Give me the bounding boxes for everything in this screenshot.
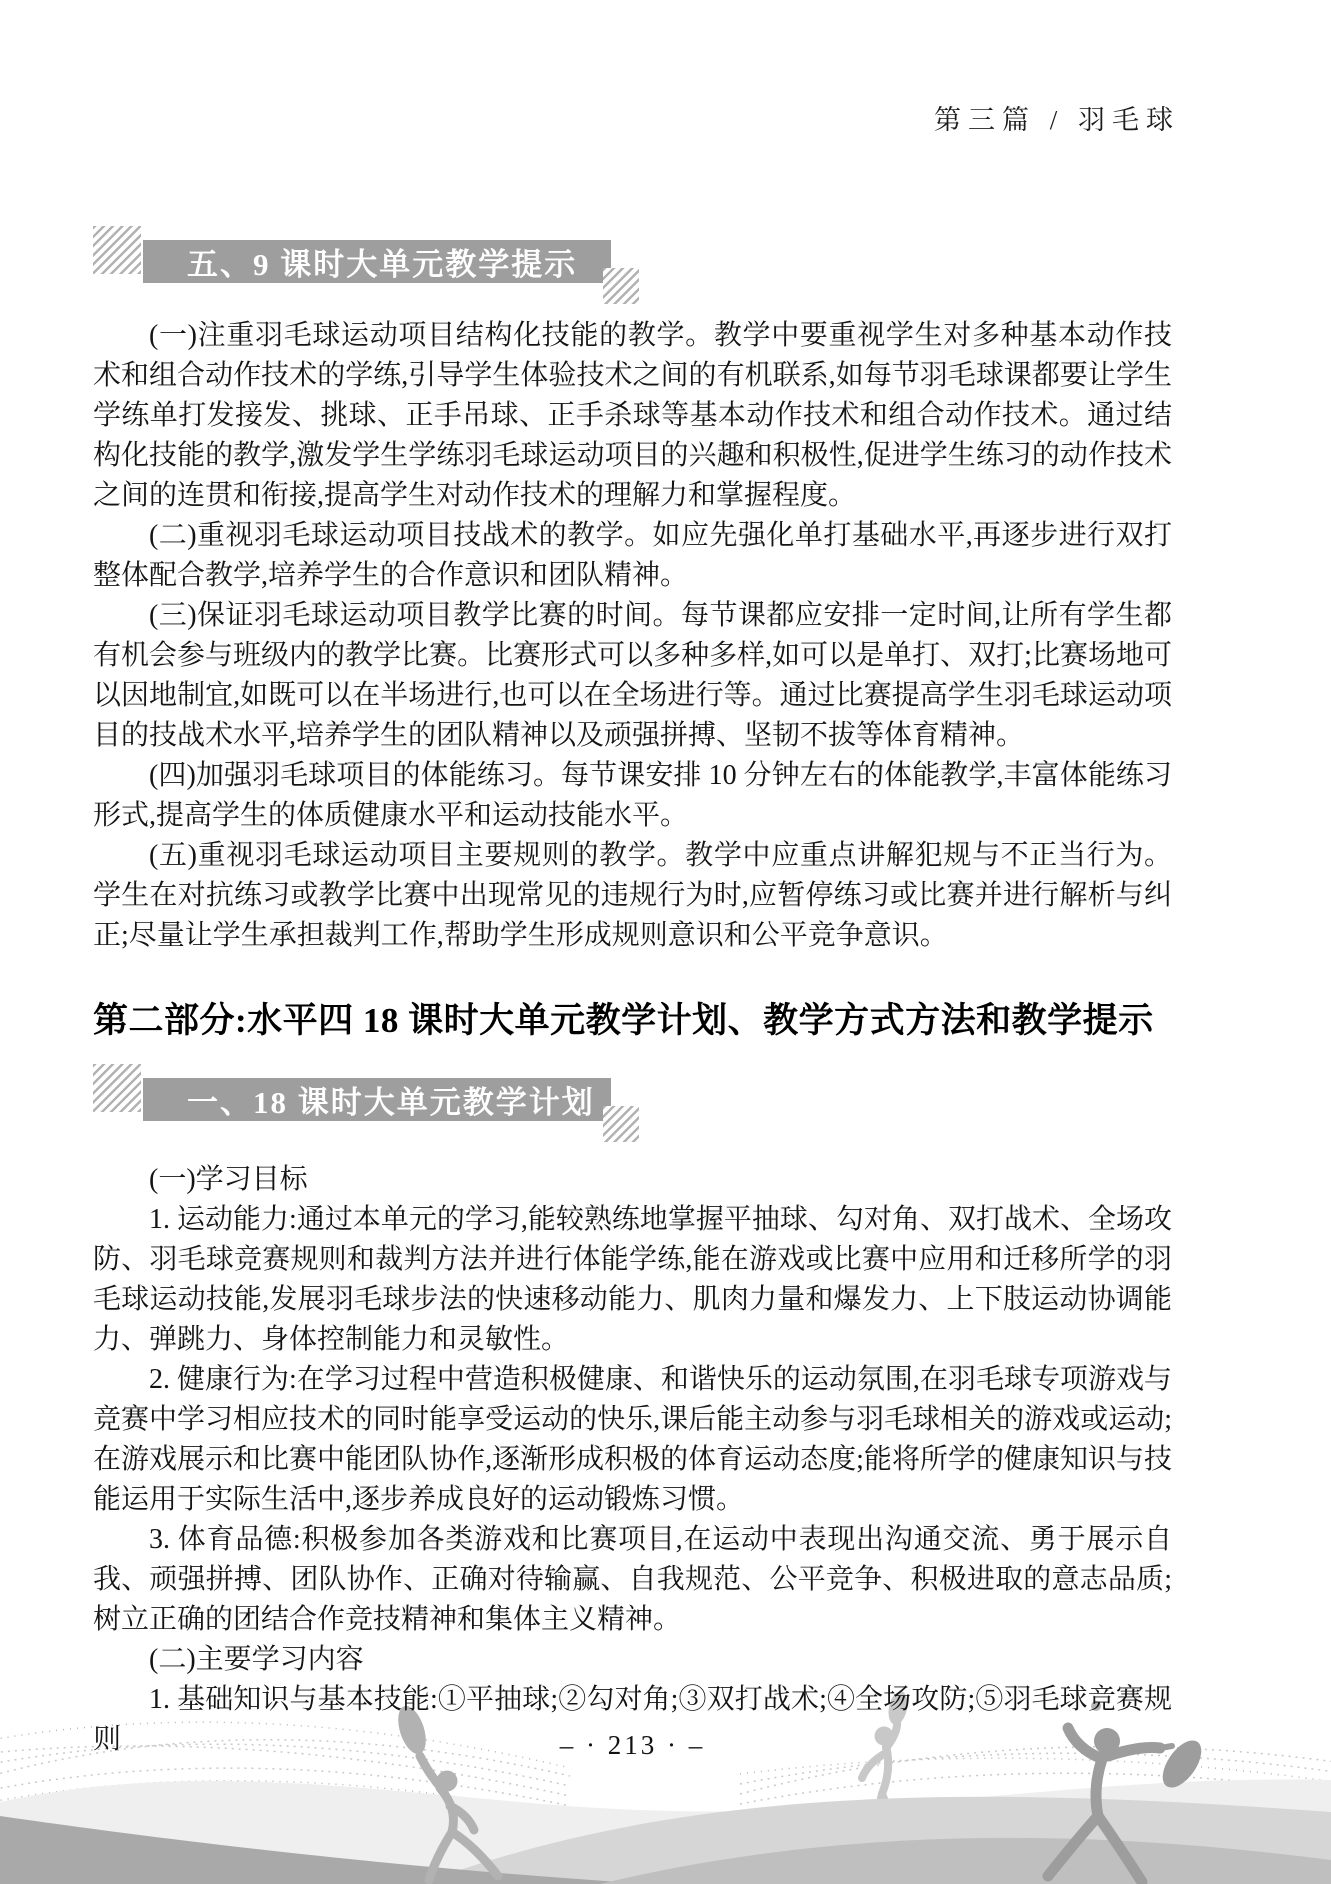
page-number: – · 213 · – xyxy=(559,1730,706,1760)
unit-plan-section xyxy=(93,1160,1172,1760)
subsection-title: (二)主要学习内容 xyxy=(149,1644,364,1675)
paragraph: 1. 运动能力:通过本单元的学习,能较熟练地掌握平抽球、勾对角、双打战术、全场攻防、羽毛球竞赛规则和裁判方法并进行体能学练,能在游戏或比赛中应用和迁移所学的羽毛球运动技能,发展羽毛球步法的快速移动能力、肌肉力量和爆发力、上下肢运动协调能力、弹跳力、身体控制能力和灵敏性。 xyxy=(93,1204,1172,1355)
paragraph: (三)保证羽毛球运动项目教学比赛的时间。每节课都应安排一定时间,让所有学生都有机会参与班级内的教学比赛。比赛形式可以多种多样,如可以是单打、双打;比赛场地可以因地制宜,如既可以在半场进行,也可以在全场进行等。通过比赛提高学生羽毛球运动项目的技战术水平,培养学生的团队精神以及顽强拼搏、坚韧不拔等体育精神。 xyxy=(93,600,1172,751)
running-head: 第三篇 / 羽毛球 xyxy=(933,105,1180,135)
paragraph: (五)重视羽毛球运动项目主要规则的教学。教学中应重点讲解犯规与不正当行为。学生在对抗练习或教学比赛中出现常见的违规行为时,应暂停练习或比赛并进行解析与纠正;尽量让学生承担裁判工作,帮助学生形成规则意识和公平竞争意识。 xyxy=(93,840,1172,951)
teaching-tips-section xyxy=(93,316,1172,956)
paragraph: (二)重视羽毛球运动项目技战术的教学。如应先强化单打基础水平,再逐步进行双打整体配合教学,培养学生的合作意识和团队精神。 xyxy=(93,520,1172,591)
section-banner-label: 一、18 课时大单元教学计划 xyxy=(187,1085,595,1120)
paragraph: (四)加强羽毛球项目的体能练习。每节课安排 10 分钟左右的体能教学,丰富体能练习形式,提高学生的体质健康水平和运动技能水平。 xyxy=(93,760,1172,831)
section-banner-plan xyxy=(143,1078,611,1121)
hatch-square-icon xyxy=(603,268,639,304)
paragraph: (一)注重羽毛球运动项目结构化技能的教学。教学中要重视学生对多种基本动作技术和组合动作技术的学练,引导学生体验技术之间的有机联系,如每节羽毛球课都要让学生学练单打发接发、挑球、正手吊球、正手杀球等基本动作技术和组合动作技术。通过结构化技能的教学,激发学生学练羽毛球运动项目的兴趣和积极性,促进学生练习的动作技术之间的连贯和衔接,提高学生对动作技术的理解力和掌握程度。 xyxy=(93,320,1172,511)
subsection-title: (一)学习目标 xyxy=(149,1164,308,1195)
paragraph: 2. 健康行为:在学习过程中营造积极健康、和谐快乐的运动氛围,在羽毛球专项游戏与竞赛中学习相应技术的同时能享受运动的快乐,课后能主动参与羽毛球相关的游戏或运动;在游戏展示和比赛中能团队协作,逐渐形成积极的体育运动态度;能将所学的健康知识与技能运用于实际生活中,逐步养成良好的运动锻炼习惯。 xyxy=(93,1364,1172,1515)
paragraph: 3. 体育品德:积极参加各类游戏和比赛项目,在运动中表现出沟通交流、勇于展示自我、顽强拼搏、团队协作、正确对待输赢、自我规范、公平竞争、积极进取的意志品质;树立正确的团结合作竞技精神和集体主义精神。 xyxy=(93,1524,1172,1635)
hatch-square-icon xyxy=(603,1106,639,1142)
section-banner-label: 五、9 课时大单元教学提示 xyxy=(187,247,578,282)
hatch-square-icon xyxy=(93,226,141,274)
paragraph: 1. 基础知识与基本技能:①平抽球;②勾对角;③双打战术;④全场攻防;⑤羽毛球竞赛规则 xyxy=(93,1684,1172,1755)
part-heading: 第二部分:水平四 18 课时大单元教学计划、教学方式方法和教学提示 xyxy=(93,1001,1154,1040)
hatch-square-icon xyxy=(93,1064,141,1112)
section-banner-tips xyxy=(143,240,611,283)
